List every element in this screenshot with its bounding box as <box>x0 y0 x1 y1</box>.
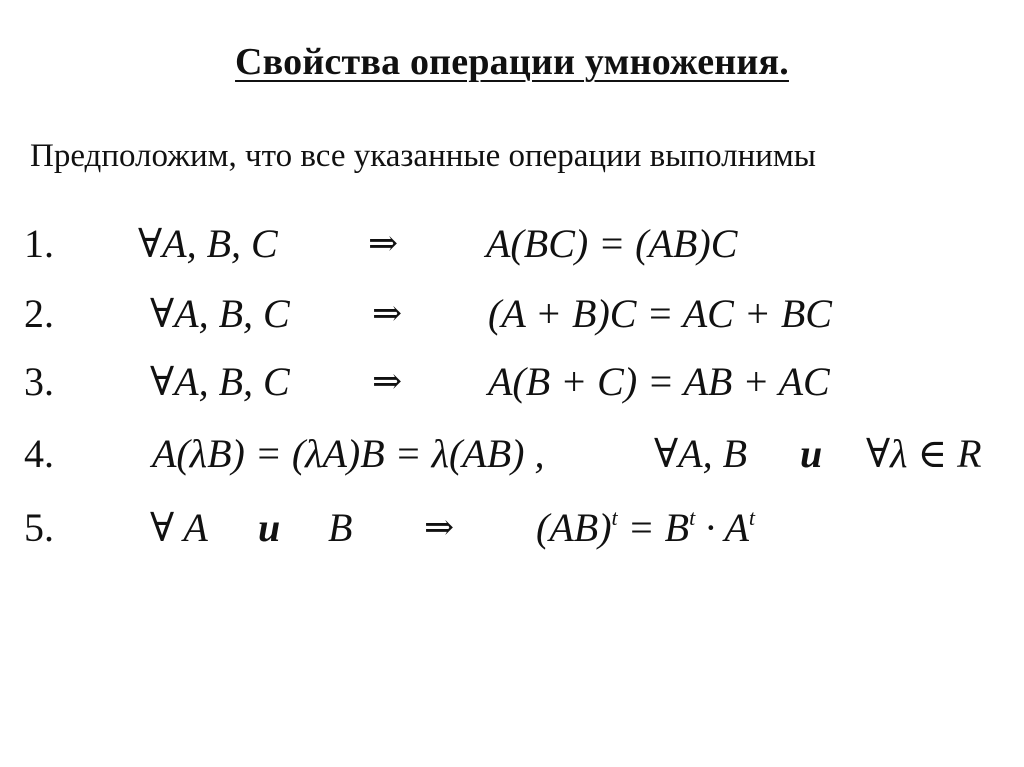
slide-title <box>0 40 1024 84</box>
property-row-2 <box>0 284 1024 344</box>
property-number: 3. <box>24 359 54 404</box>
property-row-1 <box>0 214 1024 274</box>
multiplication-dot: · <box>705 505 716 550</box>
implies-arrow: ⇒ <box>372 361 403 402</box>
property-quantifier: ∀A, B, C <box>138 221 278 266</box>
formula-equals-b: = B <box>627 505 690 550</box>
implies-arrow: ⇒ <box>424 507 455 548</box>
property-number: 5. <box>24 505 54 550</box>
conjunction-and: и <box>258 505 281 550</box>
transpose-superscript: t <box>748 505 756 530</box>
transpose-superscript: t <box>689 505 696 530</box>
slide-title-text: Свойства операции умножения. <box>235 41 789 83</box>
conjunction-and: и <box>800 431 823 476</box>
property-quantifier: ∀ A <box>150 505 208 550</box>
implies-arrow: ⇒ <box>372 293 403 334</box>
property-quantifier: ∀A, B, C <box>150 291 290 336</box>
property-formula: (A + B)C = AC + BC <box>488 291 832 336</box>
property-quantifier-lambda: ∀λ ∈ R <box>866 431 982 476</box>
slide-subtitle: Предположим, что все указанные операции выполнимы <box>30 138 816 174</box>
formula-product: (AB) <box>536 505 612 550</box>
property-row-5 <box>0 498 1024 558</box>
property-number: 1. <box>24 221 54 266</box>
property-quantifier: ∀A, B, C <box>150 359 290 404</box>
property-row-3 <box>0 352 1024 412</box>
property-row-4 <box>0 424 1024 484</box>
variable-b: B <box>328 505 353 550</box>
property-formula <box>536 498 755 558</box>
property-formula: A(B + C) = AB + AC <box>488 359 830 404</box>
property-quantifier: ∀A, B <box>654 431 748 476</box>
formula-a: A <box>724 505 749 550</box>
transpose-superscript: t <box>611 505 618 530</box>
implies-arrow: ⇒ <box>368 223 399 264</box>
property-number: 2. <box>24 291 54 336</box>
property-formula: A(λB) = (λA)B = λ(AB) , <box>152 431 545 476</box>
property-formula: A(BC) = (AB)C <box>486 221 738 266</box>
property-number: 4. <box>24 431 54 476</box>
